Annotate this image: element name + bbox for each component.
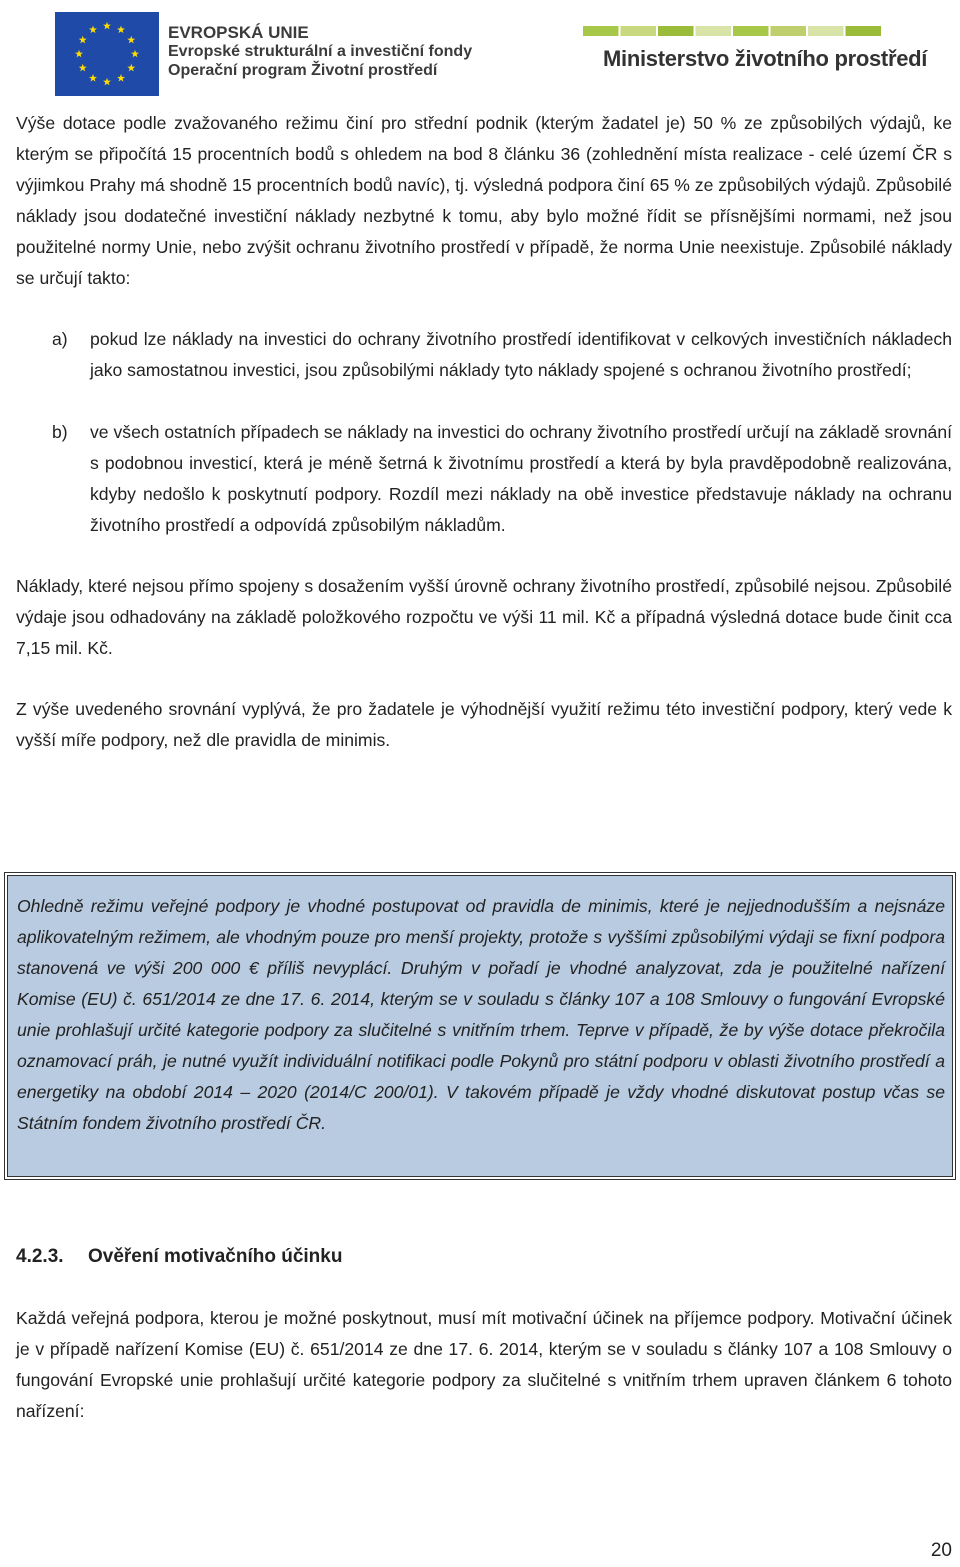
ministry-bar <box>846 26 882 36</box>
list-item-text: ve všech ostatních případech se náklady na investici do ochrany životního prostředí určují na základě srovnání s podobnou investicí, která je méně šetrná k životnímu prostředí a která by byla pravděpodobně realizována, kdyby nedošlo k poskytnutí podpory. Rozdíl mezi náklady na obě investice představuje náklady na ochranu životního prostředí a odpovídá způsobilým nákladům. <box>90 422 952 535</box>
page-header <box>0 0 960 100</box>
eligible-costs-list <box>16 324 952 541</box>
ministry-color-bars <box>582 26 882 36</box>
ministry-bar <box>621 26 657 36</box>
ministry-bar <box>696 26 732 36</box>
eu-program: Operační program Životní prostředí <box>168 62 438 79</box>
section-number: 4.2.3. <box>16 1246 64 1267</box>
list-item-text: pokud lze náklady na investici do ochrany životního prostředí identifikovat v celkových investičních nákladech jako samostatnou investici, jsou způsobilými náklady tyto náklady spojené s ochranou životního prostředí; <box>90 329 952 380</box>
page-number: 20 <box>930 1540 952 1561</box>
list-item-label: b) <box>52 422 68 442</box>
document-body-continued <box>16 1303 952 1427</box>
ministry-bar <box>771 26 807 36</box>
ministry-logo <box>582 26 928 86</box>
ministry-bar <box>808 26 844 36</box>
paragraph-incentive: Každá veřejná podpora, kterou je možné poskytnout, musí mít motivační účinek na příjemce podpory. Motivační účinek je v případě nařízení Komise (EU) č. 651/2014 ze dne 17. 6. 2014, kterým se v souladu s články 107 a 108 Smlouvy o fungování Evropské unie prohlašují určité kategorie podpory za slučitelné s vnitřním trhem upraven článkem 6 tohoto nařízení: <box>16 1308 952 1421</box>
ministry-bar <box>733 26 769 36</box>
recommendation-text: Ohledně režimu veřejné podpory je vhodné postupovat od pravidla de minimis, které je nejjednodušším a nejsnáze aplikovatelným režimem, ale vhodným pouze pro menší projekty, protože s vyššími způsobilými výdaji se fixní podpora stanovená ve výši 200 000 € příliš nevyplácí. Druhým v pořadí je vhodné analyzovat, zda je použitelné nařízení Komise (EU) č. 651/2014 ze dne 17. 6. 2014, kterým se v souladu s články 107 a 108 Smlouvy o fungování Evropské unie prohlašují určité kategorie podpory za slučitelné s vnitřním trhem. Teprve v případě, že by výše dotace překročila oznamovací práh, je nutné využít individuální notifikaci podle Pokynů pro státní podporu v oblasti životního prostředí a energetiky na období 2014 – 2020 (2014/C 200/01). V takovém případě je vždy vhodné diskutovat postup včas se Státním fondem životního prostředí ČR. <box>17 896 945 1133</box>
eu-funds: Evropské strukturální a investiční fondy <box>168 43 473 60</box>
paragraph-comparison: Z výše uvedeného srovnání vyplývá, že pro žadatele je výhodnější využití režimu této investiční podpory, který vede k vyšší míře podpory, než dle pravidla de minimis. <box>16 699 952 750</box>
ministry-bar <box>658 26 694 36</box>
list-item <box>16 417 952 541</box>
eu-flag-logo <box>55 12 159 96</box>
paragraph-costs: Náklady, které nejsou přímo spojeny s dosažením vyšší úrovně ochrany životního prostředí, způsobilé nejsou. Způsobilé výdaje jsou odhadovány na základě položkového rozpočtu ve výši 11 mil. Kč a případná výsledná dotace bude činit cca 7,15 mil. Kč. <box>16 576 952 658</box>
eu-title: EVROPSKÁ UNIE <box>168 23 309 42</box>
paragraph-subsidy: Výše dotace podle zvažovaného režimu činí pro střední podnik (kterým žadatel je) 50 % ze způsobilých výdajů, ke kterým se připočítá 15 procentních bodů s ohledem na bod 8 článku 36 (zohlednění místa realizace - celé území ČR s výjimkou Prahy má shodně 15 procentních bodů navíc), tj. výsledná podpora činí 65 % ze způsobilých výdajů. Způsobilé náklady jsou dodatečné investiční náklady nezbytné k tomu, aby bylo možné řídit se přísnějšími normami, než jsou použitelné normy Unie, nebo zvýšit ochranu životního prostředí v případě, že norma Unie neexistuje. Způsobilé náklady se určují takto: <box>16 113 952 288</box>
eu-program-text <box>168 23 472 80</box>
section-title: Ověření motivačního účinku <box>88 1246 343 1267</box>
list-item <box>16 324 952 386</box>
ministry-bar <box>583 26 619 36</box>
section-heading <box>16 1242 342 1272</box>
document-body <box>16 108 952 756</box>
ministry-name: Ministerstvo životního prostředí <box>603 46 928 71</box>
list-item-label: a) <box>52 329 68 349</box>
recommendation-box <box>4 872 956 1180</box>
